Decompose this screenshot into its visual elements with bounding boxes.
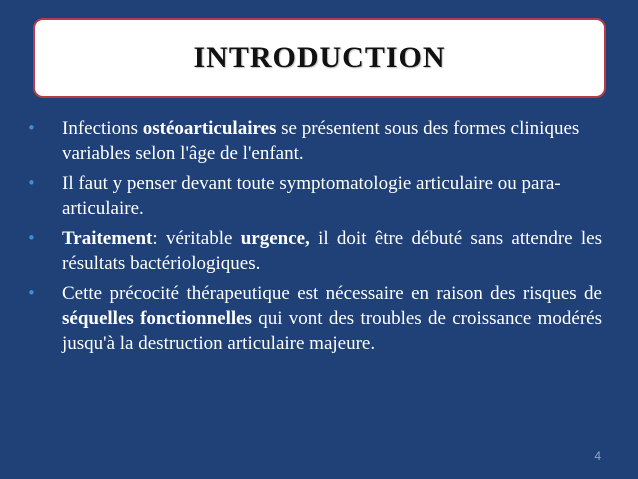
- bullet-text-2-part-1: Il faut y penser devant toute symptomatologie articulaire ou para-articulaire.: [62, 173, 561, 219]
- bullet-text-4-part-1: Cette précocité thérapeutique est nécessaire en raison des risques de: [62, 283, 602, 304]
- bullet-item-1: [25, 116, 602, 166]
- bullet-item-2: [25, 171, 602, 221]
- bullet-text-3-part-4: il doit être débuté sans attendre les résultats bactériologiques.: [62, 228, 602, 274]
- bullet-dot-icon: •: [27, 119, 36, 137]
- title-box: [33, 18, 606, 98]
- bullet-text-1-part-1: Infections: [62, 118, 143, 139]
- bullet-text-3-part-2: : véritable: [152, 228, 241, 249]
- bullet-text-4-part-2: séquelles fonctionnelles: [62, 308, 252, 329]
- bullet-text-4-part-3: qui vont des troubles de croissance modérés jusqu'à la destruction articulaire majeure.: [62, 308, 602, 354]
- bullet-text-3-part-1: Traitement: [62, 228, 153, 249]
- bullet-list: [25, 116, 602, 361]
- bullet-text-3-part-3: urgence,: [240, 228, 310, 249]
- bullet-text-1-part-3: se présentent sous des formes cliniques variables selon l'âge de l'enfant.: [62, 118, 580, 164]
- bullet-text-1-part-2: ostéoarticulaires: [142, 118, 277, 139]
- bullet-item-3: [25, 226, 602, 276]
- bullet-dot-icon: •: [27, 174, 36, 192]
- slide-title: INTRODUCTION: [193, 41, 446, 74]
- bullet-item-4: [25, 281, 602, 356]
- bullet-dot-icon: •: [27, 229, 36, 247]
- bullet-dot-icon: •: [27, 284, 36, 302]
- page-number: 4: [594, 449, 601, 463]
